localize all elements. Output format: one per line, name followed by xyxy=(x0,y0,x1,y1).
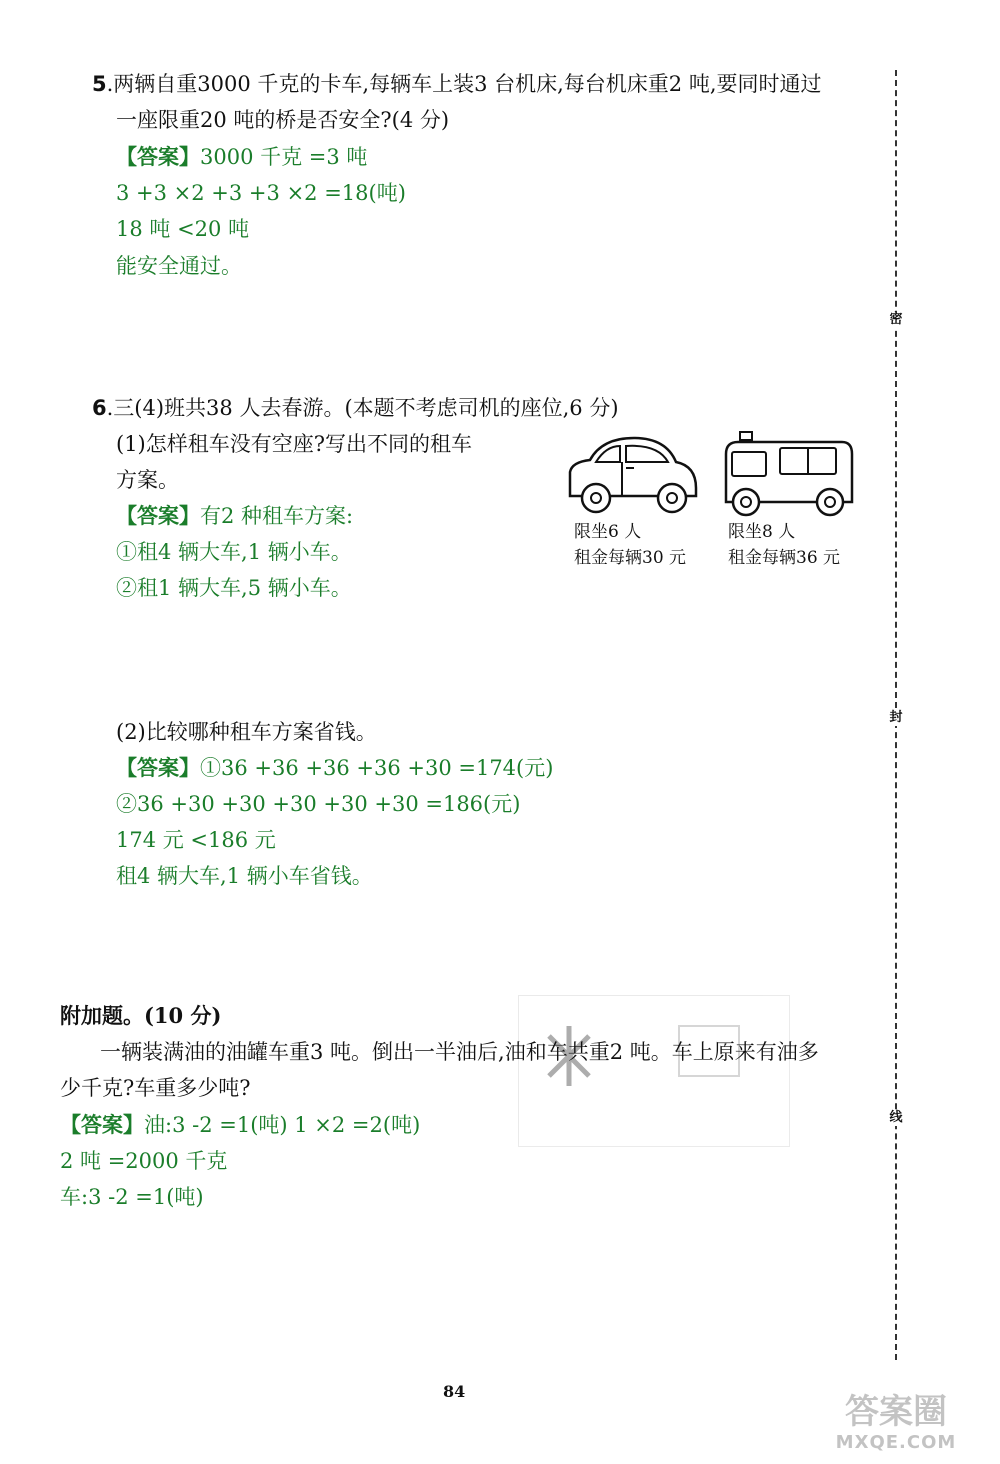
bonus-answer-line2: 2 吨 =2000 千克 xyxy=(60,1149,228,1173)
margin-label-line: 线 xyxy=(887,1110,905,1126)
q6-part2-line1: (2)比较哪种租车方案省钱。 xyxy=(116,720,377,744)
van-illustration xyxy=(718,430,858,522)
q6-part1-answer-line3: ②租1 辆大车,5 辆小车。 xyxy=(116,576,352,600)
small-car-illustration xyxy=(562,432,702,522)
q5-number: 5 xyxy=(92,72,107,96)
q6-part2-answer-line4: 租4 辆大车,1 辆小车省钱。 xyxy=(116,864,373,888)
q5-line1: 5.两辆自重3000 千克的卡车,每辆车上装3 台机床,每台机床重2 吨,要同时通过 xyxy=(92,72,822,96)
q5-answer-line1: 【答案】3000 千克 =3 吨 xyxy=(116,144,368,169)
q5-line2: 一座限重20 吨的桥是否安全?(4 分) xyxy=(116,108,450,132)
bonus-line2: 少千克?车重多少吨? xyxy=(60,1076,251,1100)
q6-part1-answer-line2: ①租4 辆大车,1 辆小车。 xyxy=(116,540,352,564)
faint-stamp xyxy=(518,995,790,1147)
car-seats-label: 限坐6 人 xyxy=(574,522,642,542)
q5-answer-line4: 能安全通过。 xyxy=(116,254,242,278)
bonus-answer-line3: 车:3 -2 =1(吨) xyxy=(60,1185,204,1209)
bonus-answer-line1: 【答案】油:3 -2 =1(吨) 1 ×2 =2(吨) xyxy=(60,1112,421,1137)
q6-line1: 6.三(4)班共38 人去春游。(本题不考虑司机的座位,6 分) xyxy=(92,396,619,420)
van-seats-label: 限坐8 人 xyxy=(728,522,796,542)
van-rent-label: 租金每辆36 元 xyxy=(728,548,841,568)
q5-answer-line3: 18 吨 <20 吨 xyxy=(116,217,250,241)
car-rent-label: 租金每辆30 元 xyxy=(574,548,687,568)
watermark-logo: 答案圈 MXQE.COM xyxy=(835,1392,957,1453)
bonus-title: 附加题。(10 分) xyxy=(60,1003,222,1028)
margin-label-seal: 密 xyxy=(887,312,905,328)
page-number: 84 xyxy=(443,1382,466,1401)
q6-part1-answer-line1: 【答案】有2 种租车方案: xyxy=(116,503,354,528)
bonus-line1: 一辆装满油的油罐车重3 吨。倒出一半油后,油和车共重2 吨。车上原来有油多 xyxy=(100,1040,819,1064)
q6-part2-answer-line1: 【答案】①36 +36 +36 +36 +30 =174(元) xyxy=(116,755,554,780)
q6-part1-line2: 方案。 xyxy=(116,468,179,492)
q6-number: 6 xyxy=(92,396,107,420)
q6-part2-answer-line3: 174 元 <186 元 xyxy=(116,828,276,852)
margin-label-close: 封 xyxy=(887,710,905,726)
q6-part2-answer-line2: ②36 +30 +30 +30 +30 +30 =186(元) xyxy=(116,792,521,816)
q6-part1-line1: (1)怎样租车没有空座?写出不同的租车 xyxy=(116,432,473,456)
q5-answer-line2: 3 +3 ×2 +3 +3 ×2 =18(吨) xyxy=(116,181,406,205)
